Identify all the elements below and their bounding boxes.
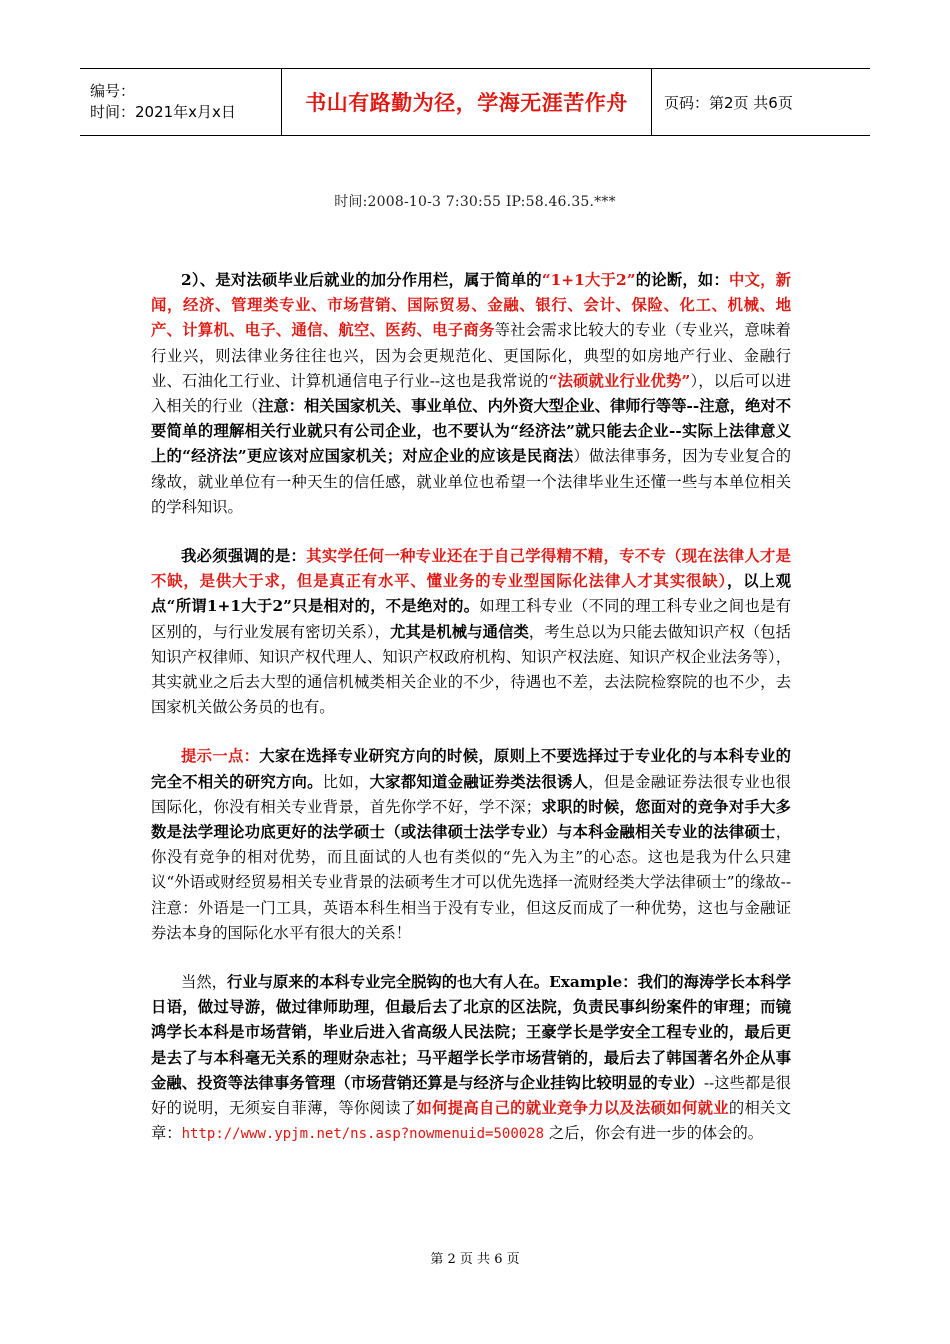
text-run: 求职的时候，您面对的竞争对手大多数是法学理论功底更好的法学硕士（或法律硕士法学专业）与本科金融相关专业的法律硕士 (151, 797, 791, 842)
paragraph-1 (151, 268, 791, 520)
text-run: 比如， (322, 772, 370, 791)
text-run: 当然， (181, 973, 228, 992)
time-label: 时间：2021年x月x日 (90, 103, 236, 121)
number-label: 编号： (90, 82, 136, 100)
text-run: ，但是金融证券法很专业也很国际化，你没有相关专业背景，首先你学不好，学不深； (151, 772, 791, 816)
article-body (151, 268, 791, 1172)
text-run: 大家在选择专业研究方向的时候，原则上不要选择过于专业化的与本科专业的完全不相关的研究方向。 (151, 747, 791, 791)
motto: 书山有路勤为径，学海无涯苦作舟 (305, 91, 628, 115)
paragraph-2 (151, 544, 791, 720)
text-run: 大家都知道金融证券类法很诱人 (369, 772, 589, 791)
highlight-run: “法硕就业行业优势” (548, 371, 691, 390)
article-link[interactable]: http://www.ypjm.net/ns.asp?nowmenuid=500028 (181, 1126, 545, 1143)
text-run: ）做法律事务，因为专业复合的缘故，就业单位有一种天生的信任感，就业单位也希望一个法律毕业生还懂一些与本单位相关的学科知识。 (151, 447, 791, 516)
text-run: 如理工科专业（不同的理工科专业之间也是有区别的，与行业发展有密切关系）， (151, 597, 791, 641)
document-header (80, 68, 870, 136)
text-run: ，考生总以为只能去做知识产权（包括知识产权律师、知识产权代理人、知识产权政府机构、知识产权法庭、知识产权企业法务等），其实就业之后去大型的通信机械类相关企业的不少，待遇也不差，去法院检察院的也不少，去国家机关做公务员的也有。 (151, 622, 791, 717)
post-meta: 时间:2008-10-3 7:30:55 IP:58.46.35.*** (334, 194, 616, 210)
text-run: 行业与原来的本科专业完全脱钩的也大有人在。Example：我们的海涛学长本科学日语，做过导游，做过律师助理，但最后去了北京的区法院，负责民事纠纷案件的审理；而镜鸿学长本科是市场营销，毕业后进入省高级人民法院；王豪学长是学安全工程专业的，最后更是去了与本科毫无关系的理财杂志社；马平超学长学市场营销的，最后去了韩国著名外企从事金融、投资等法律事务管理（市场营销还算是与经济与企业挂钩比较明显的专业） (151, 973, 791, 1092)
text-run: 尤其是机械与通信类 (390, 622, 529, 641)
text-run: 我必须强调的是： (181, 547, 307, 566)
text-run: 的相关文章： (151, 1099, 791, 1143)
text-run: 的论断，如： (635, 271, 730, 289)
header-info (80, 69, 281, 135)
text-run: --这些都是很好的说明，无须妄自菲薄，等你阅读了 (151, 1073, 791, 1118)
highlight-run: 如何提高自己的就业竞争力以及法硕如何就业 (416, 1099, 729, 1118)
text-run: 之后，你会有进一步的体会的。 (544, 1124, 764, 1143)
text-run: 注意：相关国家机关、事业单位、内外资大型企业、律师行等等--注意，绝对不要简单的理解相关行业就只有公司企业，也不要认为“经济法”就只能去企业--实际上法律意义上的“经济法”更应该对应国家机关；对应企业的应该是民商法 (151, 397, 791, 466)
header-motto-cell (281, 69, 652, 135)
paragraph-4 (151, 970, 791, 1147)
text-run: 等社会需求比较大的专业（专业兴，意味着行业兴，则法律业务往往也兴，因为会更规范化、更国际化，典型的如房地产行业、金融行业、石油化工行业、计算机通信电子行业--这也是我常说的 (151, 321, 791, 390)
text-run: 2）、是对法硕毕业后就业的加分作用栏，属于简单的 (181, 271, 542, 289)
text-run: ），以后可以进入相关的行业（ (151, 371, 791, 416)
page-footer: 第 2 页 共 6 页 (430, 1252, 520, 1267)
highlight-run: “1+1大于2” (541, 271, 636, 289)
text-run: ，你没有竞争的相对优势，而且面试的人也有类似的“先入为主”的心态。这也是我为什么只建议“外语或财经贸易相关专业背景的法硕考生才可以优先选择一流财经类大学法律硕士”的缘故--注意：外语是一门工具，英语本科生相当于没有专业，但这反而成了一种优势，这也与金融证券法本身的国际化水平有很大的关系！ (151, 823, 791, 942)
page-info: 页码：第2页 共6页 (664, 93, 793, 112)
text-run: ，以上观点“所谓1+1大于2”只是相对的，不是绝对的。 (151, 572, 791, 616)
paragraph-3 (151, 744, 791, 946)
highlight-run: 中文，新闻，经济、管理类专业、市场营销、国际贸易、金融、银行、会计、保险、化工、机械、地产、计算机、电子、通信、航空、医药、电子商务 (151, 271, 791, 340)
highlight-run: 其实学任何一种专业还在于自己学得精不精，专不专（现在法律人才是不缺，是供大于求，但是真正有水平、懂业务的专业型国际化法律人才其实很缺） (151, 547, 791, 591)
highlight-run: 提示一点： (181, 747, 260, 766)
